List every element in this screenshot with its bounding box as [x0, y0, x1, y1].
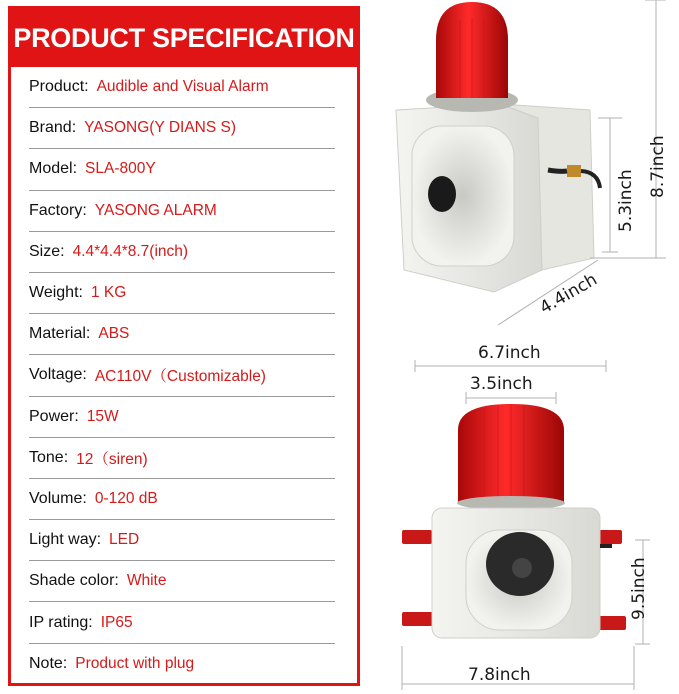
spec-label: Weight:	[29, 284, 83, 302]
dim-width-outer: 6.7inch	[478, 343, 541, 363]
spec-value: YASONG ALARM	[94, 201, 217, 219]
spec-value: IP65	[100, 613, 133, 631]
spec-row-size	[29, 232, 335, 273]
dim-width-dome: 3.5inch	[470, 374, 533, 394]
spec-row-light-way	[29, 520, 335, 561]
spec-label: Power:	[29, 407, 79, 425]
spec-label: Product:	[29, 78, 89, 96]
dim-height-total: 8.7inch	[648, 135, 668, 198]
spec-value: YASONG(Y DIANS S)	[84, 119, 237, 137]
spec-value: Audible and Visual Alarm	[96, 78, 269, 96]
spec-row-product	[29, 67, 335, 108]
spec-row-ip-rating	[29, 602, 335, 643]
dim-height-body: 5.3inch	[616, 169, 636, 232]
speaker-icon	[428, 176, 456, 212]
spec-value: LED	[109, 531, 140, 549]
spec-value: SLA-800Y	[85, 160, 156, 178]
spec-label: Volume:	[29, 489, 87, 507]
spec-row-material	[29, 314, 335, 355]
horn-opening	[412, 126, 514, 266]
spec-label: IP rating:	[29, 613, 93, 631]
mounting-bracket-icon	[402, 612, 436, 626]
spec-row-volume	[29, 479, 335, 520]
dim-depth: 4.4inch	[536, 269, 601, 319]
spec-label: Light way:	[29, 531, 102, 549]
dim-height-front: 9.5inch	[629, 557, 649, 620]
spec-value: 15W	[86, 407, 119, 425]
spec-value: 12（siren)	[76, 450, 148, 468]
spec-label: Shade color:	[29, 572, 119, 590]
spec-label: Voltage:	[29, 366, 87, 384]
spec-row-voltage	[29, 355, 335, 396]
spec-label: Note:	[29, 655, 68, 673]
mounting-bracket-icon	[402, 530, 432, 544]
dim-width-base: 7.8inch	[468, 665, 531, 685]
spec-value: Product with plug	[75, 655, 195, 673]
spec-value: AC110V（Customizable)	[94, 368, 266, 386]
spec-value: ABS	[98, 325, 130, 343]
spec-rows	[11, 67, 357, 685]
cable-gland-icon	[567, 165, 581, 177]
spec-label: Factory:	[29, 201, 87, 219]
spec-row-model	[29, 149, 335, 190]
product-diagram	[360, 0, 679, 694]
spec-row-note	[29, 644, 335, 685]
spec-label: Material:	[29, 325, 91, 343]
alarm-side-view	[396, 0, 668, 325]
spec-label: Brand:	[29, 119, 77, 137]
spec-value: 4.4*4.4*8.7(inch)	[72, 242, 189, 260]
spec-header: PRODUCT SPECIFICATION	[11, 9, 357, 67]
spec-row-shade-color	[29, 561, 335, 602]
spec-value: 0-120 dB	[94, 489, 158, 507]
spec-row-weight	[29, 273, 335, 314]
spec-panel	[8, 6, 360, 686]
spec-row-factory	[29, 191, 335, 232]
spec-value: 1 KG	[90, 284, 127, 302]
spec-label: Size:	[29, 242, 65, 260]
spec-row-power	[29, 397, 335, 438]
alarm-front-view	[402, 343, 650, 690]
spec-label: Model:	[29, 160, 78, 178]
spec-value: White	[126, 572, 167, 590]
spec-row-tone	[29, 438, 335, 479]
spec-row-brand	[29, 108, 335, 149]
spec-label: Tone:	[29, 448, 69, 466]
